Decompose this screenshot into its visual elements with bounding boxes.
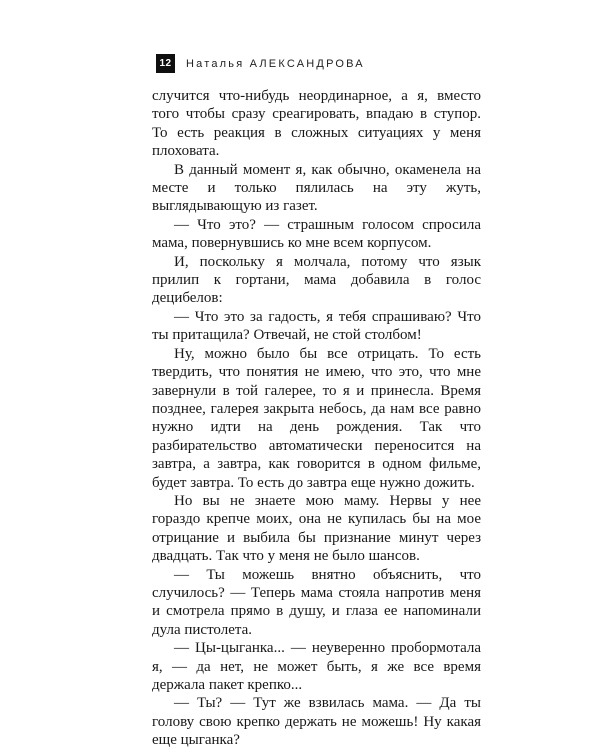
paragraph: — Что это за гадость, я тебя спрашиваю? Что ты притащила? Отвечай, не стой столбом! [152,308,481,344]
paragraph: — Ты можешь внятно объяснить, что случилось? — Теперь мама стояла напротив меня и смотрела прямо в душу, и глаза ее напоминали дула пистолета. [152,566,481,638]
paragraph: — Цы-цыганка... — неуверенно пробормотала я, — да нет, не может быть, я же все время держала пакет крепко... [152,640,481,693]
page-header [156,54,365,73]
paragraph: Но вы не знаете мою маму. Нервы у нее гораздо крепче моих, она не купилась бы на мое отрицание и выбила бы признание минут через двадцать. Так что у меня не было шансов. [152,492,481,565]
paragraph: Ну, можно было бы все отрицать. То есть твердить, что понятия не имею, что это, что мне завернули в той галерее, то я и принесла. Время позднее, галерея закрыта небось, да нам все равно нужно идти на день рождения. Так что разбирательство автоматически переносится на завтра, а завтра, как говорится в одном фильме, будет завтра. То есть до завтра еще нужно дожить. [152,345,481,491]
author-name: Наталья АЛЕКСАНДРОВА [186,57,365,70]
paragraph: — Ты? — Тут же взвилась мама. — Да ты голову свою крепко держать не можешь! Ну какая еще цыганка? [152,695,481,749]
page-text [152,87,481,750]
paragraph: В данный момент я, как обычно, окаменела на месте и только пялилась на эту жуть, выглядывающую из газет. [152,161,481,215]
paragraph: случится что-нибудь неординарное, а я, вместо того чтобы сразу среагировать, впадаю в ступор. То есть реакция в сложных ситуациях у меня плоховата. [152,88,481,160]
page-number-badge: 12 [156,54,175,73]
paragraph: И, поскольку я молчала, потому что язык прилип к гортани, мама добавила в голос децибелов: [152,253,481,307]
paragraph: — Что это? — страшным голосом спросила мама, повернувшись ко мне всем корпусом. [152,216,481,252]
